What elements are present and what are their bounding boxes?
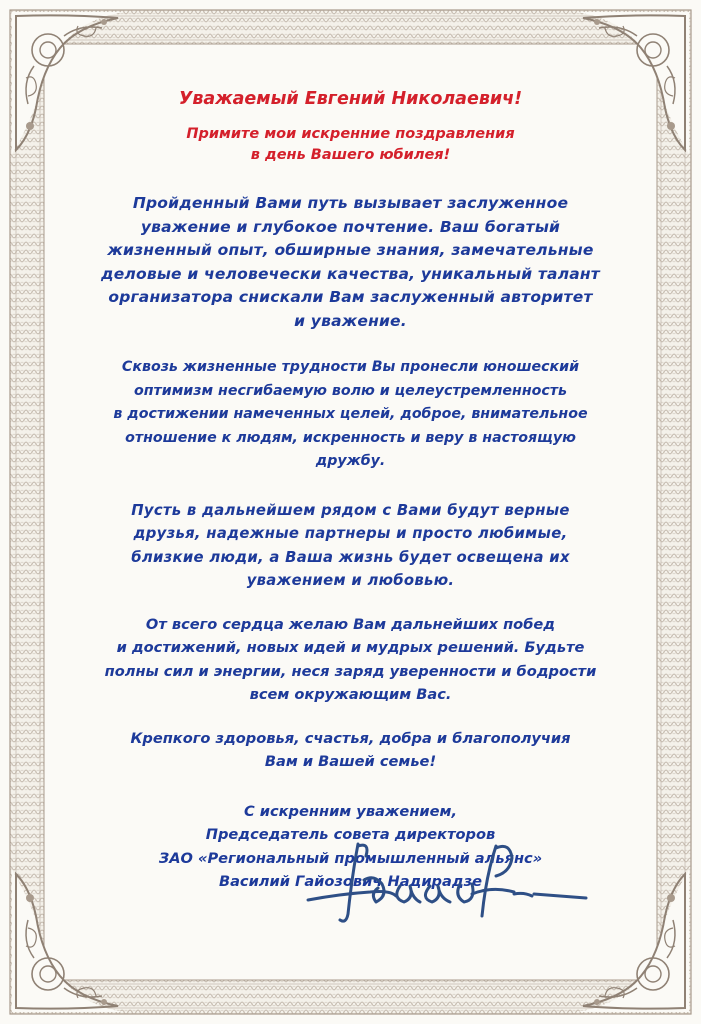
paragraph-line: друзья, надежные партнеры и просто любимые, bbox=[133, 525, 568, 542]
paragraph-line: и уважение. bbox=[294, 311, 407, 330]
paragraph-line: уважение и глубокое почтение. Ваш богатый bbox=[140, 217, 561, 236]
paragraph-line: и достижений, новых идей и мудрых решений. Будьте bbox=[116, 639, 585, 656]
paragraph-line: отношение к людям, искренность и веру в настоящую bbox=[125, 429, 576, 446]
paragraph-line: Вам и Вашей семье! bbox=[264, 753, 437, 770]
paragraph-line: организатора снискали Вам заслуженный авторитет bbox=[108, 288, 593, 306]
signer-position: Председатель совета директоров bbox=[205, 826, 496, 843]
paragraph-line: близкие люди, а Ваша жизнь будет освещена их bbox=[131, 548, 570, 566]
paragraph-line: полны сил и энергии, неся заряд уверенности и бодрости bbox=[104, 662, 597, 680]
paragraph-line: всем окружающим Вас. bbox=[249, 686, 452, 703]
paragraph-health bbox=[95, 727, 606, 774]
paragraph-line: уважением и любовью. bbox=[246, 572, 455, 589]
paragraph-optimism bbox=[95, 356, 606, 474]
paragraph-line: Пусть в дальнейшем рядом с Вами будут верные bbox=[131, 501, 570, 519]
signer-name: Василий Гайозович Надирадзе bbox=[218, 873, 483, 890]
greeting-heading: Уважаемый Евгений Николаевич! bbox=[178, 89, 523, 109]
signer-company: ЗАО «Региональный промышленный альянс» bbox=[158, 849, 543, 867]
paragraph-line: в достижении намеченных целей, доброе, внимательное bbox=[113, 406, 588, 422]
paragraph-line: дружбу. bbox=[315, 453, 386, 469]
paragraph-achievements bbox=[95, 192, 606, 333]
paragraph-line: Сквозь жизненные трудности Вы пронесли юношеский bbox=[121, 359, 580, 375]
paragraph-line: деловые и человечески качества, уникальный талант bbox=[100, 264, 600, 283]
subtitle-line: в день Вашего юбилея! bbox=[250, 147, 451, 163]
handwritten-signature-icon bbox=[300, 836, 590, 946]
paragraph-line: оптимизм несгибаемую волю и целеустремленность bbox=[133, 382, 567, 399]
paragraph-line: жизненный опыт, обширные знания, замечательные bbox=[107, 241, 594, 259]
closing-line: С искренним уважением, bbox=[243, 802, 457, 820]
paragraph-friends bbox=[95, 499, 606, 593]
paragraph-wishes bbox=[95, 613, 606, 707]
subtitle bbox=[95, 124, 606, 166]
letter-body bbox=[95, 88, 606, 894]
paragraph-line: Крепкого здоровья, счастья, добра и благополучия bbox=[130, 729, 571, 747]
paragraph-line: От всего сердца желаю Вам дальнейших побед bbox=[145, 615, 556, 633]
subtitle-line: Примите мои искренние поздравления bbox=[186, 126, 515, 142]
paragraph-line: Пройденный Вами путь вызывает заслуженное bbox=[132, 194, 569, 212]
